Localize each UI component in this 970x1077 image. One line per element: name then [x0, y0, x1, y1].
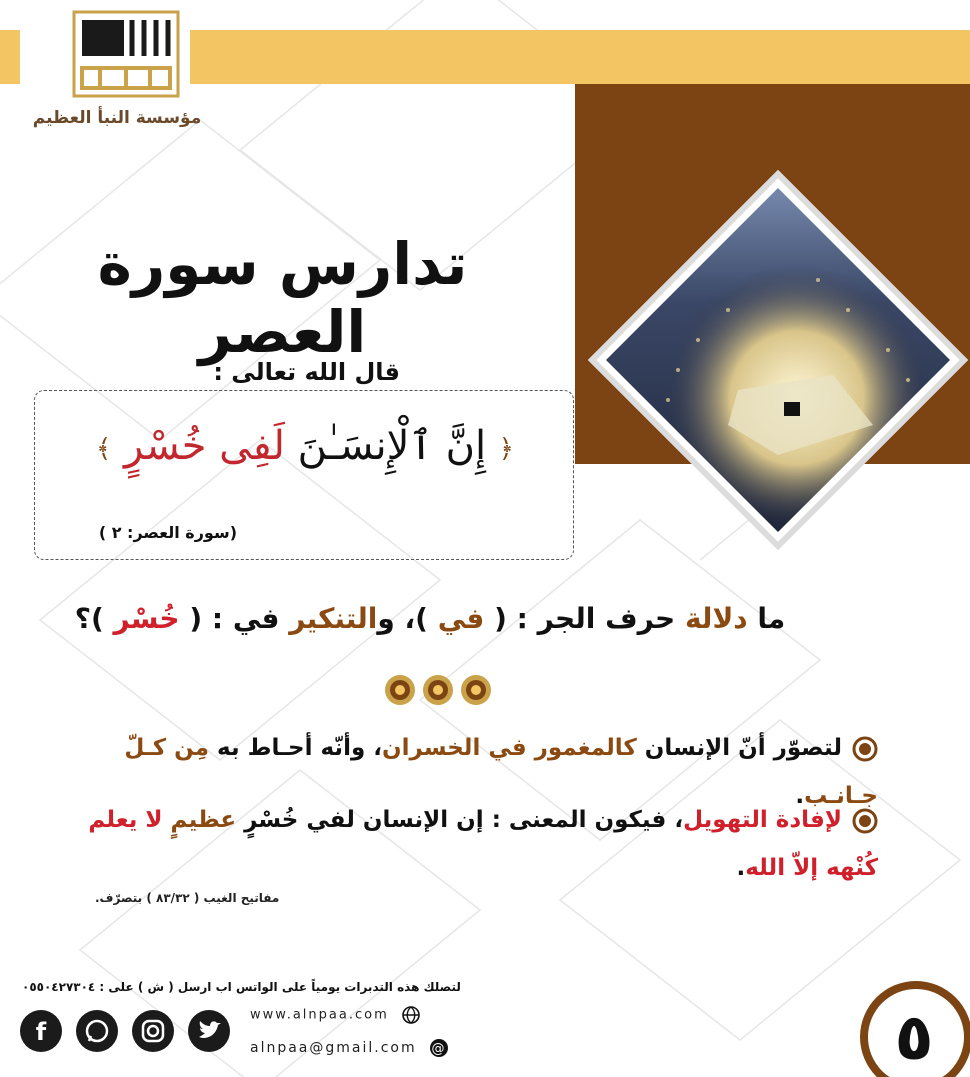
- website-link[interactable]: [250, 1005, 421, 1025]
- point-highlight: لا يعلم كُنْهه إلاّ الله: [88, 807, 878, 881]
- point-item: [88, 796, 878, 892]
- question-highlight: التنكير: [289, 602, 378, 635]
- point-text: ، فيكون المعنى : إن الإنسان لفي خُسْرٍ: [236, 807, 684, 833]
- point-text: لتصوّر أنّ الإنسان: [636, 735, 842, 761]
- email-text[interactable]: alnpaa@gmail.com: [250, 1040, 417, 1056]
- verse-intro: قال الله تعالى :: [213, 358, 400, 386]
- social-links: [20, 1010, 230, 1058]
- page-number-badge: [858, 975, 970, 1077]
- bullet-icon: [852, 736, 878, 762]
- subscribe-note: لتصلك هذه التدبرات يومياً على الواتس اب ارسل ( ش ) على : ٠٥٥٠٤٢٧٣٠٤: [22, 980, 461, 994]
- instagram-icon[interactable]: [132, 1010, 174, 1052]
- question-text: في : (: [179, 602, 290, 635]
- logo: [20, 8, 202, 128]
- ornament-icon: ﴿: [498, 434, 515, 464]
- verse-part2: لَفِى خُسْرٍ: [123, 423, 285, 469]
- logo-text: مؤسسة النبأ العظيم: [32, 108, 202, 128]
- globe-icon: [401, 1005, 421, 1025]
- verse-text: [35, 423, 575, 469]
- verse-part1: إِنَّ ٱلْإِنسَـٰنَ: [284, 423, 487, 469]
- logo-mark: [70, 8, 182, 100]
- flower-ornaments-icon: [375, 672, 525, 708]
- question-text: حرف الجر : (: [484, 602, 685, 635]
- question: [60, 602, 800, 635]
- page-number: ٥: [894, 1001, 934, 1075]
- verse-box: [34, 390, 574, 560]
- email-link[interactable]: [250, 1038, 449, 1058]
- twitter-icon[interactable]: [188, 1010, 230, 1052]
- bullet-icon: [852, 808, 878, 834]
- point-highlight: مِن كـلّ جـانـب: [124, 735, 878, 809]
- question-text: ما: [747, 602, 786, 635]
- question-highlight: دلالة: [684, 602, 748, 635]
- question-text: )؟: [74, 602, 114, 635]
- question-text: )، و: [377, 602, 438, 635]
- point-text: .: [736, 855, 746, 881]
- question-highlight: خُسْر: [113, 602, 180, 635]
- website-text[interactable]: www.alnpaa.com: [250, 1007, 389, 1023]
- svg-text:@: @: [431, 1041, 447, 1057]
- point-text: .: [795, 783, 805, 809]
- point-highlight: عظيمٍ: [170, 807, 237, 833]
- question-highlight: في: [437, 602, 485, 635]
- ornament-icon: ﴾: [95, 434, 112, 464]
- point-highlight: كالمغمور في الخسران: [382, 735, 637, 761]
- whatsapp-icon[interactable]: [76, 1010, 118, 1052]
- facebook-icon[interactable]: [20, 1010, 62, 1052]
- point-text: ، وأنّه أحـاط به: [209, 735, 382, 761]
- at-icon: [429, 1038, 449, 1058]
- point-highlight: لإفادة التهويل: [683, 807, 842, 833]
- page-title: تدارس سورة العصر: [97, 230, 468, 366]
- svg-text:f: f: [35, 1018, 47, 1046]
- verse-reference: (سورة العصر: ٢ ): [98, 523, 237, 542]
- source-citation: مفاتيح الغيب ( ٨٣/٣٢ ) بتصرّف.: [95, 891, 280, 905]
- kaaba-photo: [588, 170, 968, 550]
